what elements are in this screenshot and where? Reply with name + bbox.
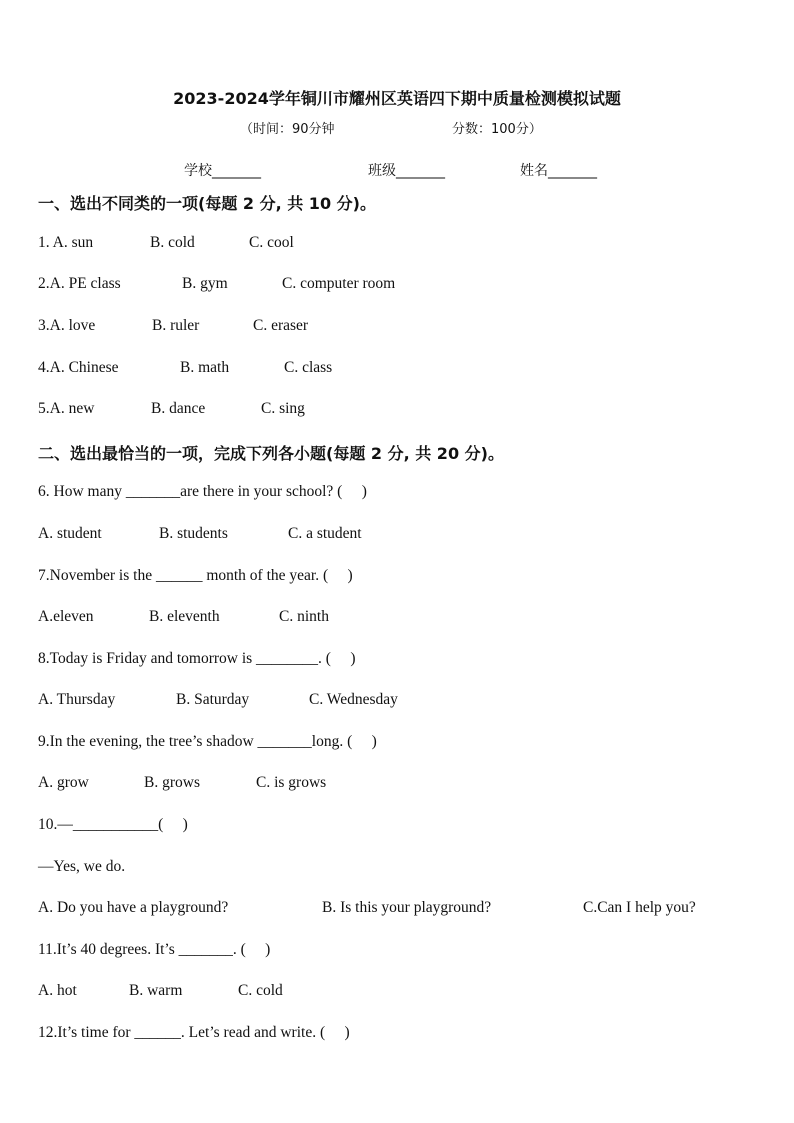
q10-reply: —Yes, we do. xyxy=(38,858,126,875)
q6-option-b: B. students xyxy=(159,525,228,542)
q9-option-c: C. is grows xyxy=(256,774,327,791)
q7-option-b: B. eleventh xyxy=(149,608,220,625)
section1-item-2-a: 2.A. PE class xyxy=(38,275,121,292)
section1-item-4-a: 4.A. Chinese xyxy=(38,359,119,376)
q8-option-a: A. Thursday xyxy=(38,691,116,708)
exam-time: （时间：90分钟 xyxy=(240,122,335,137)
section1-item-1-c: C. cool xyxy=(249,234,294,251)
section1-item-2-b: B. gym xyxy=(182,275,228,292)
section1-item-3-c: C. eraser xyxy=(253,317,309,334)
section2-heading: 二、选出最恰当的一项，完成下列各小题(每题 2 分, 共 20 分)。 xyxy=(38,444,504,463)
section1-item-1-a: 1. A. sun xyxy=(38,234,94,251)
question-9: 9.In the evening, the tree’s shadow _______long. ( ) xyxy=(38,733,377,750)
section1-item-5-c: C. sing xyxy=(261,400,305,417)
section1-item-2-c: C. computer room xyxy=(282,275,396,292)
q7-option-c: C. ninth xyxy=(279,608,329,625)
exam-score: 分数：100分） xyxy=(452,122,542,137)
name-field[interactable]: 姓名_______ xyxy=(520,163,597,179)
section1-item-5-a: 5.A. new xyxy=(38,400,95,417)
section1-item-5-b: B. dance xyxy=(151,400,206,417)
q10-option-c: C.Can I help you? xyxy=(583,899,696,916)
q10-option-b: B. Is this your playground? xyxy=(322,899,492,916)
q6-option-c: C. a student xyxy=(288,525,362,542)
q8-option-b: B. Saturday xyxy=(176,691,250,708)
exam-title: 2023-2024学年铜川市耀州区英语四下期中质量检测模拟试题 xyxy=(173,89,621,108)
q11-option-a: A. hot xyxy=(38,982,77,999)
question-11: 11.It’s 40 degrees. It’s _______. ( ) xyxy=(38,941,271,958)
section1-heading: 一、选出不同类的一项(每题 2 分, 共 10 分)。 xyxy=(38,194,376,213)
class-field[interactable]: 班级_______ xyxy=(368,163,445,179)
question-8: 8.Today is Friday and tomorrow is ________. ( ) xyxy=(38,650,356,667)
q11-option-c: C. cold xyxy=(238,982,283,999)
q7-option-a: A.eleven xyxy=(38,608,94,625)
section1-item-1-b: B. cold xyxy=(150,234,195,251)
school-field[interactable]: 学校_______ xyxy=(184,163,261,179)
question-6: 6. How many _______are there in your school? ( ) xyxy=(38,483,367,500)
section1-item-4-b: B. math xyxy=(180,359,230,376)
question-10: 10.—___________( ) xyxy=(38,816,188,833)
section1-item-3-b: B. ruler xyxy=(152,317,200,334)
section1-item-4-c: C. class xyxy=(284,359,333,376)
q9-option-a: A. grow xyxy=(38,774,89,791)
q10-option-a: A. Do you have a playground? xyxy=(38,899,229,916)
question-7: 7.November is the ______ month of the year. ( ) xyxy=(38,567,353,584)
q11-option-b: B. warm xyxy=(129,982,183,999)
q6-option-a: A. student xyxy=(38,525,102,542)
section1-item-3-a: 3.A. love xyxy=(38,317,96,334)
question-12: 12.It’s time for ______. Let’s read and write. ( ) xyxy=(38,1024,350,1041)
q8-option-c: C. Wednesday xyxy=(309,691,398,708)
q9-option-b: B. grows xyxy=(144,774,200,791)
